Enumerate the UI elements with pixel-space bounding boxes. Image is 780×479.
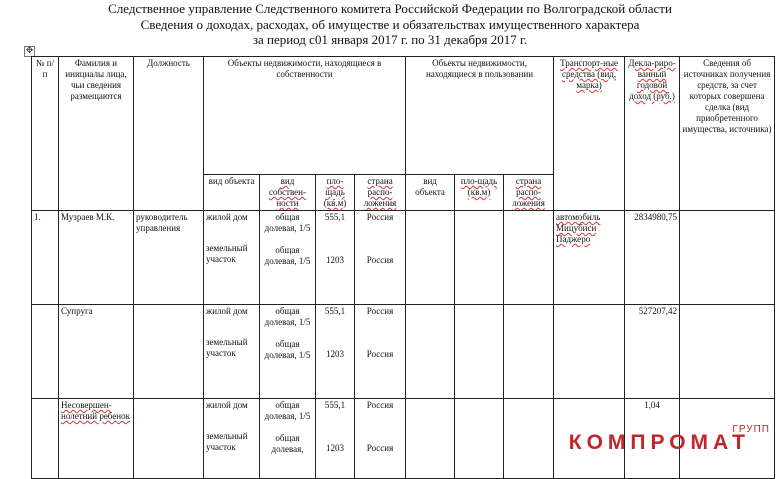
row-sources bbox=[680, 211, 775, 305]
header-used-property: Объекты недвижимости, находящиеся в пользовании bbox=[406, 57, 554, 175]
row-num bbox=[32, 399, 59, 479]
row-object-types: жилой дом земельный участок bbox=[204, 211, 260, 305]
subheader-used-country: страна распо-ложения bbox=[504, 175, 554, 211]
row-object-types: жилой дом земельный участок bbox=[204, 399, 260, 479]
row-vehicle bbox=[554, 305, 625, 399]
row-ownership: общая долевая, 1/5 общая долевая, 1/5 bbox=[260, 305, 316, 399]
row-name: Супруга bbox=[59, 305, 134, 399]
row-position bbox=[134, 305, 204, 399]
header-name: Фамилия и инициалы лица, чьи сведения размещаются bbox=[59, 57, 134, 211]
row-num: 1. bbox=[32, 211, 59, 305]
subheader-used-area: пло-щадь (кв.м) bbox=[455, 175, 504, 211]
header-sources: Сведения об источниках получения средств, за счет которых совершена сделка (вид приобретенного имущества, источника) bbox=[680, 57, 775, 211]
row-ownership: общая долевая, 1/5 общая долевая, 1/5 bbox=[260, 211, 316, 305]
row-used-type bbox=[406, 399, 455, 479]
header-owned-property: Объекты недвижимости, находящиеся в собственности bbox=[204, 57, 406, 175]
row-sources bbox=[680, 305, 775, 399]
subheader-ownership-type: вид собствен-ности bbox=[260, 175, 316, 211]
row-used-country bbox=[504, 399, 554, 479]
row-country: Россия Россия bbox=[355, 211, 406, 305]
document-heading-org: Следственное управление Следственного комитета Российской Федерации по Волгоградской области bbox=[108, 1, 672, 16]
row-country: Россия Россия bbox=[355, 399, 406, 479]
header-position: Должность bbox=[134, 57, 204, 211]
row-area: 555,1 1203 bbox=[316, 211, 355, 305]
row-income: 2834980,75 bbox=[625, 211, 680, 305]
table-row bbox=[32, 211, 775, 305]
subheader-area: пло-щадь (кв.м) bbox=[316, 175, 355, 211]
row-used-type bbox=[406, 305, 455, 399]
header-income: Декла-риро-ванный годовой доход (руб.) bbox=[625, 57, 680, 211]
row-used-country bbox=[504, 211, 554, 305]
row-used-country bbox=[504, 305, 554, 399]
subheader-object-type: вид объекта bbox=[204, 175, 260, 211]
header-num: № п/п bbox=[32, 57, 59, 211]
subheader-used-object-type: вид объекта bbox=[406, 175, 455, 211]
header-vehicles: Транспорт-ные средства (вид, марка) bbox=[554, 57, 625, 211]
document-heading-period: за период с01 января 2017 г. по 31 декабря 2017 г. bbox=[252, 32, 528, 47]
row-position bbox=[134, 399, 204, 479]
row-income: 1,04 bbox=[625, 399, 680, 479]
row-used-area bbox=[455, 305, 504, 399]
row-ownership: общая долевая, 1/5 общая долевая, bbox=[260, 399, 316, 479]
row-used-area bbox=[455, 399, 504, 479]
row-num bbox=[32, 305, 59, 399]
row-name: Несовершен-нолетний ребенок bbox=[59, 399, 134, 479]
document-heading-subject: Сведения о доходах, расходах, об имуществе и обязательствах имущественного характера bbox=[140, 17, 640, 32]
table-move-handle-icon[interactable]: ✥ bbox=[25, 46, 34, 56]
table-header-row bbox=[32, 57, 775, 175]
row-object-types: жилой дом земельный участок bbox=[204, 305, 260, 399]
row-position: руководитель управления bbox=[134, 211, 204, 305]
subheader-country: страна распо-ложения bbox=[355, 175, 406, 211]
watermark-sup-text: ГРУПП bbox=[732, 424, 770, 435]
row-used-area bbox=[455, 211, 504, 305]
row-area: 555,1 1203 bbox=[316, 305, 355, 399]
table-row bbox=[32, 305, 775, 399]
row-used-type bbox=[406, 211, 455, 305]
watermark-logo: КОМПРОМАТ bbox=[568, 431, 750, 454]
row-name: Музраев М.К. bbox=[59, 211, 134, 305]
row-income: 527207,42 bbox=[625, 305, 680, 399]
row-vehicle: автомобиль Мицубиси Паджеро bbox=[554, 211, 625, 305]
row-country: Россия Россия bbox=[355, 305, 406, 399]
declaration-table bbox=[31, 56, 775, 479]
row-area: 555,1 1203 bbox=[316, 399, 355, 479]
